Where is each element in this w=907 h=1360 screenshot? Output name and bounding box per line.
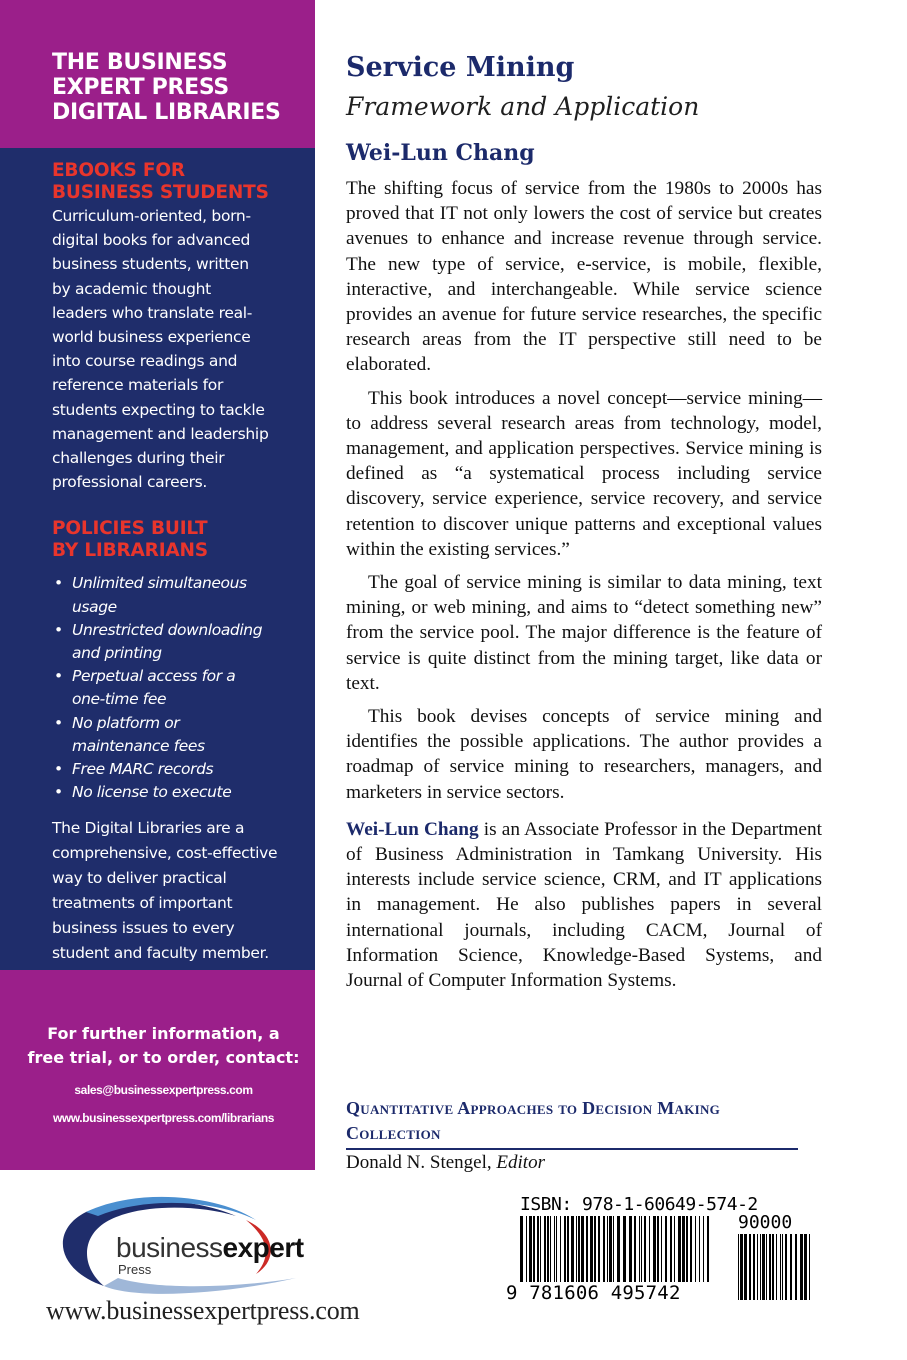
list-item: [52, 758, 305, 781]
barcode-bar: [526, 1216, 527, 1282]
barcode-bar: [749, 1234, 751, 1300]
publisher-logo: [46, 1190, 386, 1300]
barcode-bar: [780, 1234, 781, 1300]
barcode-bar: [682, 1216, 685, 1282]
barcode-bar: [782, 1234, 783, 1300]
barcode-bar: [686, 1216, 688, 1282]
barcode-bar: [603, 1216, 605, 1282]
students-description: [52, 204, 305, 494]
barcode-bar: [644, 1216, 646, 1282]
bio-author-name: Wei-Lun Chang: [346, 818, 479, 840]
collection-title-line: Quantitative Approaches to Decision Making: [346, 1098, 721, 1118]
collection-title-line: Collection: [346, 1123, 441, 1143]
list-item: [52, 572, 305, 618]
body-line: by academic thought: [52, 279, 211, 298]
barcode-bar: [703, 1216, 704, 1282]
body-line: leaders who translate real-: [52, 303, 253, 322]
contact-url-link[interactable]: www.businessexpertpress.com/librarians: [52, 1111, 275, 1125]
author-bio: [346, 817, 822, 993]
barcode-bar: [634, 1216, 636, 1282]
barcode-bar: [653, 1216, 656, 1282]
barcode-bar: [556, 1216, 557, 1282]
barcode-bar: [795, 1234, 797, 1300]
logo-word-light: business: [116, 1232, 223, 1263]
barcode-bar: [547, 1216, 549, 1282]
barcode-bar: [639, 1216, 640, 1282]
description-paragraph: This book devises concepts of service mining and identifies the possible applications. The author provides a roadmap of service mining to researchers, managers, and marketers in service sectors.: [346, 706, 822, 803]
policy-line: Free MARC records: [72, 760, 214, 779]
description-paragraph: This book introduces a novel concept—service mining—to address several research areas from technology, model, management, and application perspectives. Service mining is defined as “a systematical process including service discovery, service experience, service recovery, and service retention to discover unique patterns and exceptional values within the existing services.”: [346, 387, 822, 560]
library-info-panel: [0, 148, 315, 970]
students-heading: [52, 160, 305, 204]
bullet-icon: •: [54, 620, 63, 639]
barcode-bar: [699, 1216, 700, 1282]
barcode-bar: [776, 1234, 777, 1300]
barcode-bar: [564, 1216, 566, 1282]
body-line: student and faculty member.: [52, 944, 269, 963]
barcode-bar: [753, 1234, 755, 1300]
students-heading-line: EBOOKS FOR: [52, 160, 185, 181]
policy-line: usage: [72, 597, 117, 616]
barcode-bar: [769, 1234, 771, 1300]
barcode-bar: [804, 1234, 807, 1300]
barcode-bar: [641, 1216, 642, 1282]
barcode-bar: [665, 1216, 667, 1282]
isbn-label: ISBN: 978-1-60649-574-2: [520, 1194, 758, 1215]
barcode-bar: [594, 1216, 596, 1282]
body-line: challenges during their: [52, 449, 225, 468]
body-line: Curriculum-oriented, born-: [52, 207, 251, 225]
barcode-bar: [809, 1234, 810, 1300]
barcode-bar: [757, 1234, 758, 1300]
body-line: business students, written: [52, 255, 249, 274]
contact-line: For further information, a: [47, 1024, 280, 1043]
body-line: The Digital Libraries are a: [52, 819, 245, 838]
barcode-bar: [707, 1216, 709, 1282]
barcode-bar: [567, 1216, 569, 1282]
book-subtitle: Framework and Application: [346, 92, 700, 121]
body-line: professional careers.: [52, 473, 208, 492]
policies-heading-line: BY LIBRARIANS: [52, 540, 208, 562]
bullet-icon: •: [54, 760, 63, 779]
bullet-icon: •: [54, 667, 63, 686]
body-line: reference materials for: [52, 376, 224, 395]
barcode-bar: [560, 1216, 561, 1282]
barcode-bar: [533, 1216, 535, 1282]
barcode-digits: 9 781606 495742: [506, 1282, 681, 1304]
bullet-icon: •: [54, 713, 63, 732]
policies-heading: [52, 518, 305, 562]
barcode-bar: [772, 1234, 774, 1300]
contact-line: free trial, or to order, contact:: [27, 1048, 300, 1067]
series-line: DIGITAL LIBRARIES: [52, 100, 281, 125]
list-item: [52, 619, 305, 665]
bio-text: is an Associate Professor in the Department of Business Administration in Tamkang University. His interests include service science, CRM, and IT applications in management. He also publishes papers in several international journals, including CACM, Journal of Information Science, Knowledge-Based Systems, and Journal of Computer Information Systems.: [346, 818, 822, 992]
barcode-bar: [678, 1216, 681, 1282]
body-line: business issues to every: [52, 919, 235, 938]
barcode-bar: [529, 1216, 532, 1282]
collection-editor: [346, 1152, 798, 1174]
barcode-bar: [537, 1216, 539, 1282]
isbn-barcode: [506, 1188, 826, 1308]
barcode-bar: [649, 1216, 650, 1282]
barcode-bar: [576, 1216, 577, 1282]
logo-word-bold: expert: [222, 1232, 304, 1263]
barcode-bar: [578, 1216, 580, 1282]
closing-description: [52, 816, 305, 966]
policy-list: [52, 572, 305, 804]
barcode-bar: [800, 1234, 803, 1300]
policy-line: Unlimited simultaneous: [72, 574, 247, 593]
policy-line: and printing: [72, 644, 162, 663]
barcode-bar: [613, 1216, 614, 1282]
logo-wordmark: [116, 1232, 304, 1264]
contact-banner: [0, 970, 315, 1170]
barcode-bar: [598, 1216, 600, 1282]
body-line: students expecting to tackle: [52, 400, 265, 419]
barcode-bar: [544, 1216, 546, 1282]
series-line: THE BUSINESS: [52, 50, 228, 75]
barcode-bar: [661, 1216, 662, 1282]
barcode-bar: [674, 1216, 675, 1282]
policy-line: maintenance fees: [72, 736, 205, 755]
series-line: EXPERT PRESS: [52, 75, 229, 100]
library-sidebar: [0, 0, 315, 1170]
author-name: Wei-Lun Chang: [346, 140, 535, 166]
barcode-bar: [785, 1234, 787, 1300]
book-description: [346, 176, 822, 1001]
barcode-bar: [738, 1234, 739, 1300]
policy-line: Unrestricted downloading: [72, 620, 263, 639]
policy-line: one-time fee: [72, 690, 167, 709]
barcode-bar: [762, 1234, 765, 1300]
publisher-url[interactable]: www.businessexpertpress.com: [46, 1296, 360, 1325]
policy-line: No platform or: [72, 713, 180, 732]
barcode-bar: [609, 1216, 612, 1282]
barcode-bar: [550, 1216, 551, 1282]
price-code: 90000: [738, 1212, 793, 1233]
collection-info: [346, 1096, 798, 1174]
contact-email-link[interactable]: sales@businessexpertpress.com: [74, 1083, 253, 1097]
barcode-bar: [740, 1234, 743, 1300]
body-line: management and leadership: [52, 424, 269, 443]
barcode-bar: [571, 1216, 574, 1282]
barcode-bar: [520, 1216, 523, 1282]
list-item: [52, 781, 305, 804]
description-paragraph: The shifting focus of service from the 1980s to 2000s has proved that IT not only lowers the cost of service but creates avenues to enhance and increase revenue through service. The new type of service, e-service, is mobile, flexible, interactive, and interchangeable. While service science provides an avenue for future service researches, the specific research areas from the IT perspective still need to be elaborated.: [346, 178, 822, 376]
book-title: Service Mining: [346, 52, 575, 83]
body-line: treatments of important: [52, 894, 233, 913]
barcode-bar: [540, 1216, 541, 1282]
barcode-bar: [554, 1216, 555, 1282]
barcode-bar: [790, 1234, 792, 1300]
body-line: world business experience: [52, 328, 251, 347]
policies-heading-line: POLICIES BUILT: [52, 518, 208, 540]
barcode-bar: [607, 1216, 608, 1282]
barcode-bar: [690, 1216, 692, 1282]
collection-divider: [346, 1148, 798, 1150]
body-line: comprehensive, cost-effective: [52, 844, 278, 863]
barcode-bar: [695, 1216, 696, 1282]
barcode-bar: [629, 1216, 632, 1282]
list-item: [52, 665, 305, 711]
bullet-icon: •: [54, 574, 63, 593]
policy-line: Perpetual access for a: [72, 667, 236, 686]
body-line: into course readings and: [52, 352, 238, 371]
students-heading-line: BUSINESS STUDENTS: [52, 182, 269, 203]
barcode-bar: [586, 1216, 588, 1282]
barcode-bar: [760, 1234, 761, 1300]
barcode-bar: [623, 1216, 626, 1282]
editor-role: Editor: [496, 1151, 545, 1173]
barcode-bar: [657, 1216, 659, 1282]
editor-name: Donald N. Stengel,: [346, 1151, 492, 1173]
barcode-bar: [617, 1216, 620, 1282]
description-paragraph: The goal of service mining is similar to data mining, text mining, or web mining, and aims to “detect something new” from the service pool. The major difference is the feature of service is quite distinct from the mining target, like data or text.: [346, 572, 822, 694]
barcode-bar: [744, 1234, 747, 1300]
logo-press: Press: [118, 1262, 152, 1277]
body-line: digital books for advanced: [52, 231, 251, 250]
body-line: way to deliver practical: [52, 869, 227, 888]
barcode-bar: [590, 1216, 593, 1282]
barcode-bar: [581, 1216, 584, 1282]
series-banner: [0, 0, 315, 148]
barcode-bar: [670, 1216, 672, 1282]
bullet-icon: •: [54, 783, 63, 802]
list-item: [52, 712, 305, 758]
policy-line: No license to execute: [72, 783, 232, 802]
barcode-bar: [766, 1234, 767, 1300]
